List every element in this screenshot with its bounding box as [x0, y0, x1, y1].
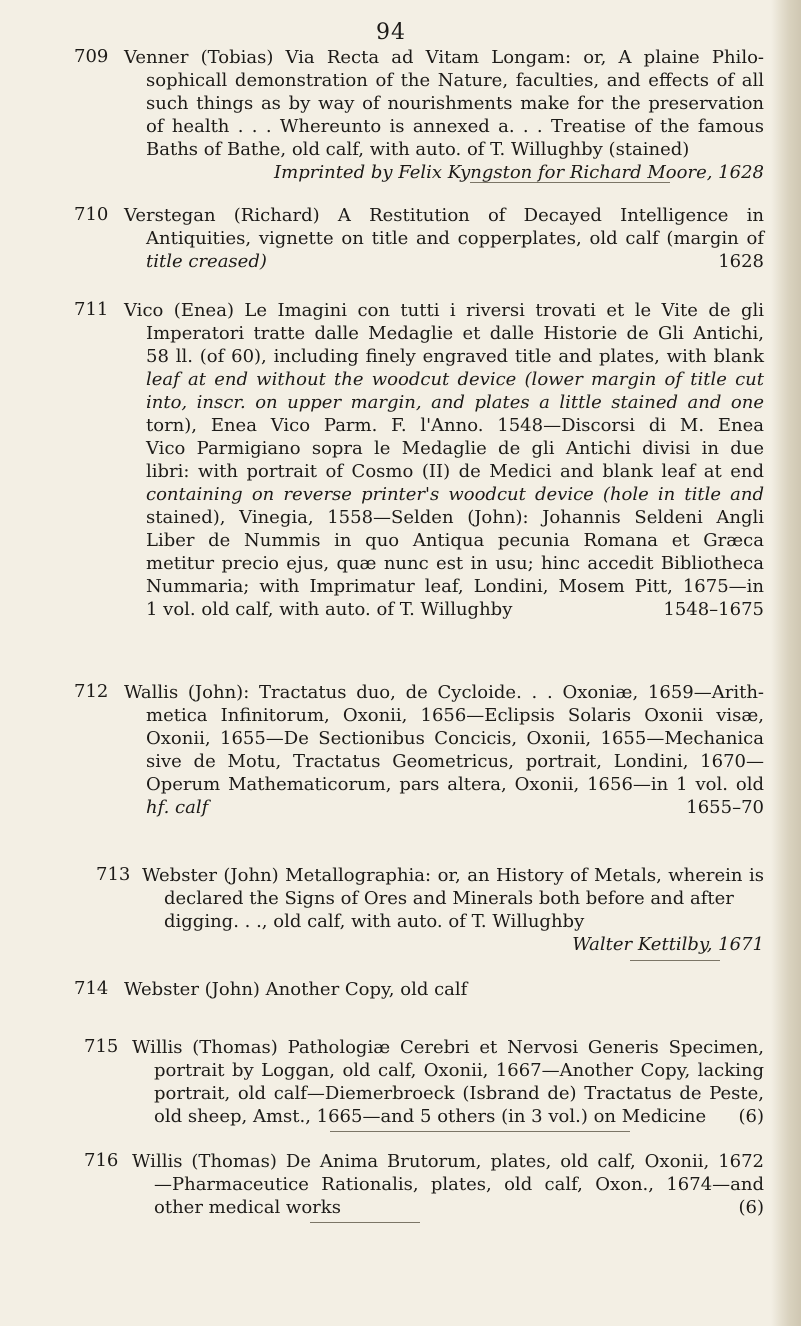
entry-line: Webster (John) Another Copy, old calf [124, 979, 468, 1000]
entry-line: hf. calf [146, 797, 209, 818]
entry-line: 1 vol. old calf, with auto. of T. Willughby [146, 599, 513, 620]
pencil-underline [310, 1222, 420, 1223]
entry-date: 1548–1675 [663, 599, 764, 620]
entry-line: leaf at end without the woodcut device (lower margin of title cut [146, 369, 764, 390]
entry-line: Wallis (John): Tractatus duo, de Cycloide. . . Oxoniæ, 1659—Arith- [124, 682, 764, 703]
pencil-underline [630, 960, 720, 961]
entry-line: portrait, old calf—Diemerbroeck (Isbrand de) Tractatus de Peste, [154, 1083, 764, 1104]
lot-number: 714 [74, 978, 109, 999]
entry-line: declared the Signs of Ores and Minerals both before and after [164, 888, 734, 909]
entry-text [124, 299, 764, 621]
entry-line: Operum Mathematicorum, pars altera, Oxonii, 1656—in 1 vol. old [146, 774, 764, 795]
entry-line: Webster (John) Metallographia: or, an History of Metals, wherein is [142, 865, 764, 886]
entry-count: (6) [738, 1106, 764, 1127]
entry-date: 1655–70 [686, 797, 764, 818]
lot-number: 715 [84, 1036, 119, 1057]
entry-line: of health . . . Whereunto is annexed a. . . Treatise of the famous [146, 116, 764, 137]
entry-count: (6) [738, 1197, 764, 1218]
entry-date: 1628 [718, 251, 764, 272]
entry-line: Willis (Thomas) Pathologiæ Cerebri et Nervosi Generis Specimen, [132, 1037, 764, 1058]
entry-text [124, 46, 764, 184]
entry-line: old sheep, Amst., 1665—and 5 others (in 3 vol.) on Medicine [154, 1106, 707, 1127]
entry-line: 58 ll. (of 60), including finely engraved title and plates, with blank [146, 346, 764, 367]
entry-line: Verstegan (Richard) A Restitution of Decayed Intelligence in [124, 205, 764, 226]
entry-line: other medical works [154, 1197, 341, 1218]
entry-line: title creased) [146, 251, 267, 272]
lot-number: 709 [74, 46, 109, 67]
lot-number: 711 [74, 299, 109, 320]
entry-text [124, 204, 764, 273]
entry-line: libri: with portrait of Cosmo (II) de Medici and blank leaf at end [146, 461, 764, 482]
pencil-underline [330, 1131, 630, 1132]
entry-line: sophicall demonstration of the Nature, faculties, and effects of all [146, 70, 764, 91]
entry-line: Baths of Bathe, old calf, with auto. of T. Willughby (stained) [146, 139, 690, 160]
entry-line: Nummaria; with Imprimatur leaf, Londini, Mosem Pitt, 1675—in [146, 576, 764, 597]
entry-line: into, inscr. on upper margin, and plates a little stained and one [146, 392, 764, 413]
entry-line: Liber de Nummis in quo Antiqua pecunia Romana et Græca [146, 530, 764, 551]
lot-number: 710 [74, 204, 109, 225]
lot-number: 716 [84, 1150, 119, 1171]
entry-line: metica Infinitorum, Oxonii, 1656—Eclipsis Solaris Oxonii visæ, [146, 705, 764, 726]
entry-text [142, 864, 764, 956]
entry-line: Venner (Tobias) Via Recta ad Vitam Longam: or, A plaine Philo- [124, 47, 764, 68]
page-edge-shadow [771, 0, 801, 1326]
entry-text [124, 681, 764, 819]
entry-line: Antiquities, vignette on title and copperplates, old calf (margin of [146, 228, 764, 249]
entry-line: stained), Vinegia, 1558—Selden (John): Johannis Seldeni Angli [146, 507, 764, 528]
entry-line: such things as by way of nourishments make for the preservation [146, 93, 764, 114]
page-number: 94 [376, 20, 406, 45]
lot-number: 712 [74, 681, 109, 702]
entry-line: Willis (Thomas) De Anima Brutorum, plates, old calf, Oxonii, 1672 [132, 1151, 764, 1172]
entry-line: Imperatori tratte dalle Medaglie et dalle Historie de Gli Antichi, [146, 323, 764, 344]
entry-text [132, 1150, 764, 1219]
entry-text [124, 978, 764, 1001]
pencil-underline [470, 182, 670, 183]
entry-line: Oxonii, 1655—De Sectionibus Concicis, Oxonii, 1655—Mechanica [146, 728, 764, 749]
entry-line: Vico (Enea) Le Imagini con tutti i riversi trovati et le Vite de gli [124, 300, 764, 321]
entry-imprint: Walter Kettilby, 1671 [572, 934, 764, 955]
entry-line: portrait by Loggan, old calf, Oxonii, 1667—Another Copy, lacking [154, 1060, 764, 1081]
entry-line: digging. . ., old calf, with auto. of T. Willughby [164, 911, 585, 932]
entry-line: sive de Motu, Tractatus Geometricus, portrait, Londini, 1670— [146, 751, 764, 772]
entry-text [132, 1036, 764, 1128]
entry-line: metitur precio ejus, quæ nunc est in usu; hinc accedit Bibliotheca [146, 553, 764, 574]
entry-line: containing on reverse printer's woodcut device (hole in title and [146, 484, 764, 505]
entry-line: torn), Enea Vico Parm. F. l'Anno. 1548—Discorsi di M. Enea [146, 415, 764, 436]
entry-line: —Pharmaceutice Rationalis, plates, old calf, Oxon., 1674—and [154, 1174, 764, 1195]
entry-line: Vico Parmigiano sopra le Medaglie de gli Antichi divisi in due [146, 438, 764, 459]
entry-imprint: Imprinted by Felix Kyngston for Richard Moore, 1628 [274, 162, 764, 183]
lot-number: 713 [96, 864, 131, 885]
